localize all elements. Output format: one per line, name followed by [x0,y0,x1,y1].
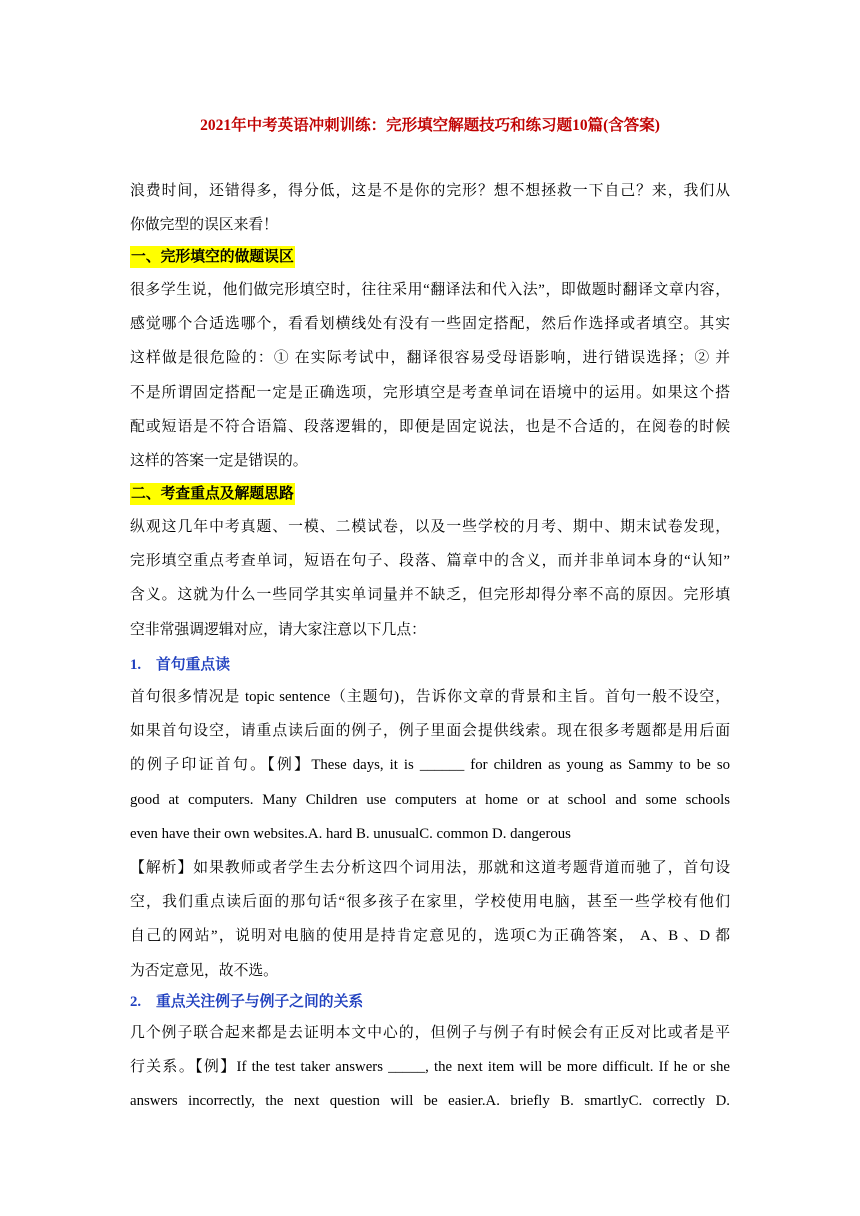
point1-analysis [130,851,730,988]
point2-paragraph [130,1016,730,1119]
paragraph-line: 的例子印证首句。【例】These days, it is ______ for children as young as Sammy to be so [130,757,730,774]
section-heading-key-points: 二、考查重点及解题思路 [130,483,295,505]
paragraph-line: 空非常强调逻辑对应，请大家注意以下几点： [130,621,426,638]
paragraph-line: 浪费时间，还错得多，得分低，这是不是你的完形？想不想拯救一下自己？来，我们从 [130,183,730,199]
paragraph-line: 感觉哪个合适选哪个，看看划横线处有没有一些固定搭配，然后作选择或者填空。其实 [130,316,730,333]
intro-paragraph [130,174,730,242]
paragraph-line: 完形填空重点考查单词，短语在句子、段落、篇章中的含义，而并非单词本身的“认知” [130,553,730,570]
point-number: 2. [130,994,142,1010]
paragraph-line: 几个例子联合起来都是去证明本文中心的，但例子与例子有时候会有正反对比或者是平 [130,1025,730,1041]
paragraph-line: 自己的网站”，说明对电脑的使用是持肯定意见的，选项C为正确答案， A、B 、D 都 [130,928,730,945]
paragraph-line: 空，我们重点读后面的那句话“很多孩子在家里，学校使用电脑，甚至一些学校有他们 [130,894,730,911]
paragraph-line: 行关系。【例】If the test taker answers _____, the next item will be more difficult. If he or she [130,1059,730,1076]
point-heading-first-sentence [130,653,230,674]
paragraph-line: 这样做是很危险的：① 在实际考试中，翻译很容易受母语影响，进行错误选择；② 并 [130,350,730,367]
paragraph-line: even have their own websites.A. hard B. unusualC. common D. dangerous [130,825,571,842]
paragraph-line: 为否定意见，故不选。 [130,962,278,979]
paragraph-line: good at computers. Many Children use computers at home or at school and some schools [130,791,730,808]
paragraph-line: 这样的答案一定是错误的。 [130,453,308,470]
paragraph-line: 纵观这几年中考真题、一模、二模试卷，以及一些学校的月考、期中、期末试卷发现， [130,519,730,535]
paragraph-line: 你做完型的误区来看！ [130,217,278,234]
paragraph-line: 【解析】如果教师或者学生去分析这四个词用法，那就和这道考题背道而驰了，首句设 [130,860,730,876]
point-title: 重点关注例子与例子之间的关系 [156,993,364,1010]
point-heading-example-relations [130,990,363,1011]
paragraph-line: 很多学生说，他们做完形填空时，往往采用“翻译法和代入法”，即做题时翻译文章内容， [130,282,730,298]
section2-paragraph [130,510,730,647]
point-title: 首句重点读 [156,656,230,673]
paragraph-line: 如果首句设空，请重点读后面的例子，例子里面会提供线索。现在很多考题都是用后面 [130,723,730,740]
section1-paragraph [130,273,730,478]
paragraph-line: 不是所谓固定搭配一定是正确选项，完形填空是考查单词在语境中的运用。如果这个搭 [130,384,730,401]
paragraph-line: answers incorrectly, the next question will be easier.A. briefly B. smartlyC. correctly D. [130,1093,730,1110]
paragraph-line: 含义。这就为什么一些同学其实单词量并不缺乏，但完形却得分率不高的原因。完形填 [130,587,730,604]
document-title: 2021年中考英语冲刺训练：完形填空解题技巧和练习题10篇(含答案) [200,117,660,134]
paragraph-line: 首句很多情况是 topic sentence（主题句)，告诉你文章的背景和主旨。首句一般不设空， [130,689,730,705]
point1-paragraph [130,680,730,851]
point-number: 1. [130,657,142,673]
section-heading-mistakes: 一、完形填空的做题误区 [130,246,295,268]
paragraph-line: 配或短语是不符合语篇、段落逻辑的，即便是固定说法，也是不合适的，在阅卷的时候 [130,418,730,435]
